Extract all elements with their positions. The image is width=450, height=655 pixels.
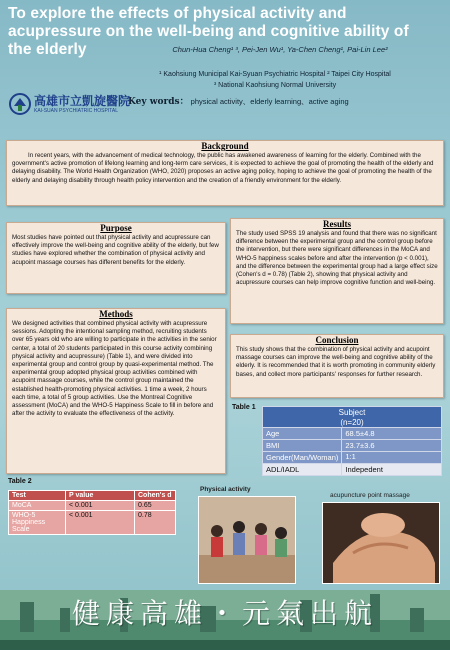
- table-row: MoCA < 0.001 0.65: [9, 501, 176, 511]
- logo-text-en: KAI-SUAN PSYCHIATRIC HOSPITAL: [34, 108, 118, 114]
- table1-label: Table 1: [232, 404, 256, 411]
- conclusion-section: [230, 334, 444, 398]
- results-text: The study used SPSS 19 analysis and found that there was no significant difference between the experimental group and the control group before the intervention, but there were significant differences in the MoCA and WHO-5 happiness scales before and after the intervention (p < 0.001), and the difference between the experimental group had a large effect size (Cohen's d = 0.78) (Table 2), showing that physical activity and acupressure courses can help improve cognitive function and well-being.: [236, 230, 438, 287]
- table-header-row: Test P value Cohen's d: [9, 491, 176, 501]
- table-row: Gender(Man/Woman) 1:1: [263, 452, 442, 464]
- background-text: In recent years, with the advancement of medical technology, the public has awakened awareness of learning for the elderly. Combined with the government's active promotion of lifelong learning and long-term care services, it is expected to achieve the goal of promoting the health of the elderly and delaying disability. The World Health Organization (WHO, 2020) proposes an active aging policy, hoping to achieve the goal of promoting the health of the elderly and delaying disability through health policy intervention and the creation of a friendly environment for the elderly.: [12, 152, 434, 184]
- affiliation-2: ³ National Kaohsiung Normal University: [213, 82, 337, 89]
- keywords-text: physical activity、elderly learning、active aging: [190, 97, 349, 106]
- slogan: 健康高雄・元氣出航: [71, 597, 378, 630]
- methods-section: [6, 308, 226, 474]
- hospital-logo: [6, 88, 131, 130]
- table1-header: Subject: [263, 407, 442, 418]
- table-row: BMI 23.7±3.6: [263, 440, 442, 452]
- background-heading: Background: [201, 141, 249, 151]
- conclusion-heading: Conclusion: [315, 335, 359, 345]
- table-row: ADL/IADL Indepedent: [263, 464, 442, 476]
- poster-title: To explore the effects of physical activity and acupressure on the well-being and cognitive ability of the elderly: [8, 5, 409, 58]
- keywords-label: Key words：: [128, 97, 189, 107]
- massage-photo-illustration: [323, 503, 439, 583]
- massage-photo: [322, 502, 440, 584]
- methods-text: We designed activities that combined physical activity with acupressure sessions. Adopting the intentional sampling method, recruiting students over 65 years old who are willing to participate in the activities in the senior center, a total of 20 students participated in this course activity combining physical activity and acupressure) (Table 1), and were divided into experimental group and control group by quasi-experimental method. The experimental group adopted physical group activities combined with acupoint massage courses, while the control group maintained the established health-promoting physical activities. 1 time a week, 2 hours each time, a total of 5 group activities. Use the Montreal Cognitive assessment (MoCA) and the WHO-5 Happiness Scale to fill in before and after the activity to evaluate the effectiveness of the activity.: [12, 320, 217, 418]
- table-row: WHO-5 Happiness Scale < 0.001 0.78: [9, 511, 176, 535]
- background-section: [6, 140, 444, 206]
- table-subject: [262, 406, 442, 476]
- methods-heading: Methods: [99, 309, 133, 319]
- results-heading: Results: [322, 219, 351, 229]
- table-statistics: [8, 490, 176, 535]
- purpose-section: [6, 222, 226, 294]
- affiliation-1: ¹ Kaohsiung Municipal Kai-Syuan Psychiatric Hospital ² Taipei City Hospital: [159, 71, 391, 78]
- photo-label-activity: Physical activity: [200, 486, 251, 493]
- table2-label: Table 2: [8, 478, 32, 485]
- hospital-emblem-icon: [8, 92, 32, 116]
- authors: Chun-Hua Cheng¹ ³, Pei-Jen Wu¹, Ya-Chen Cheng¹, Pai-Lin Lee²: [172, 45, 388, 54]
- table1-subheader: (n=20): [263, 417, 442, 428]
- table-row: Age 68.5±4.8: [263, 428, 442, 440]
- photo-label-massage: acupuncture point massage: [330, 492, 410, 499]
- results-section: [230, 218, 444, 324]
- purpose-text: Most studies have pointed out that physical activity and acupressure can effectively improve the well-being and cognitive ability of the elderly, but few studies have explored whether the combination of physical activity and acupoint massage courses has different benefits for the elderly.: [12, 234, 219, 266]
- activity-photo-illustration: [199, 497, 295, 583]
- keywords: [128, 94, 349, 107]
- purpose-heading: Purpose: [100, 223, 132, 233]
- logo-text-cn: 高雄市立凱旋醫院: [34, 94, 131, 108]
- activity-photo: [198, 496, 296, 584]
- conclusion-text: This study shows that the combination of physical activity and acupoint massage courses can improve the well-being and cognitive ability of the elderly. It is recommended that it is worth promoting in community elderly bases, and collect more participants' responses for further research.: [236, 346, 436, 378]
